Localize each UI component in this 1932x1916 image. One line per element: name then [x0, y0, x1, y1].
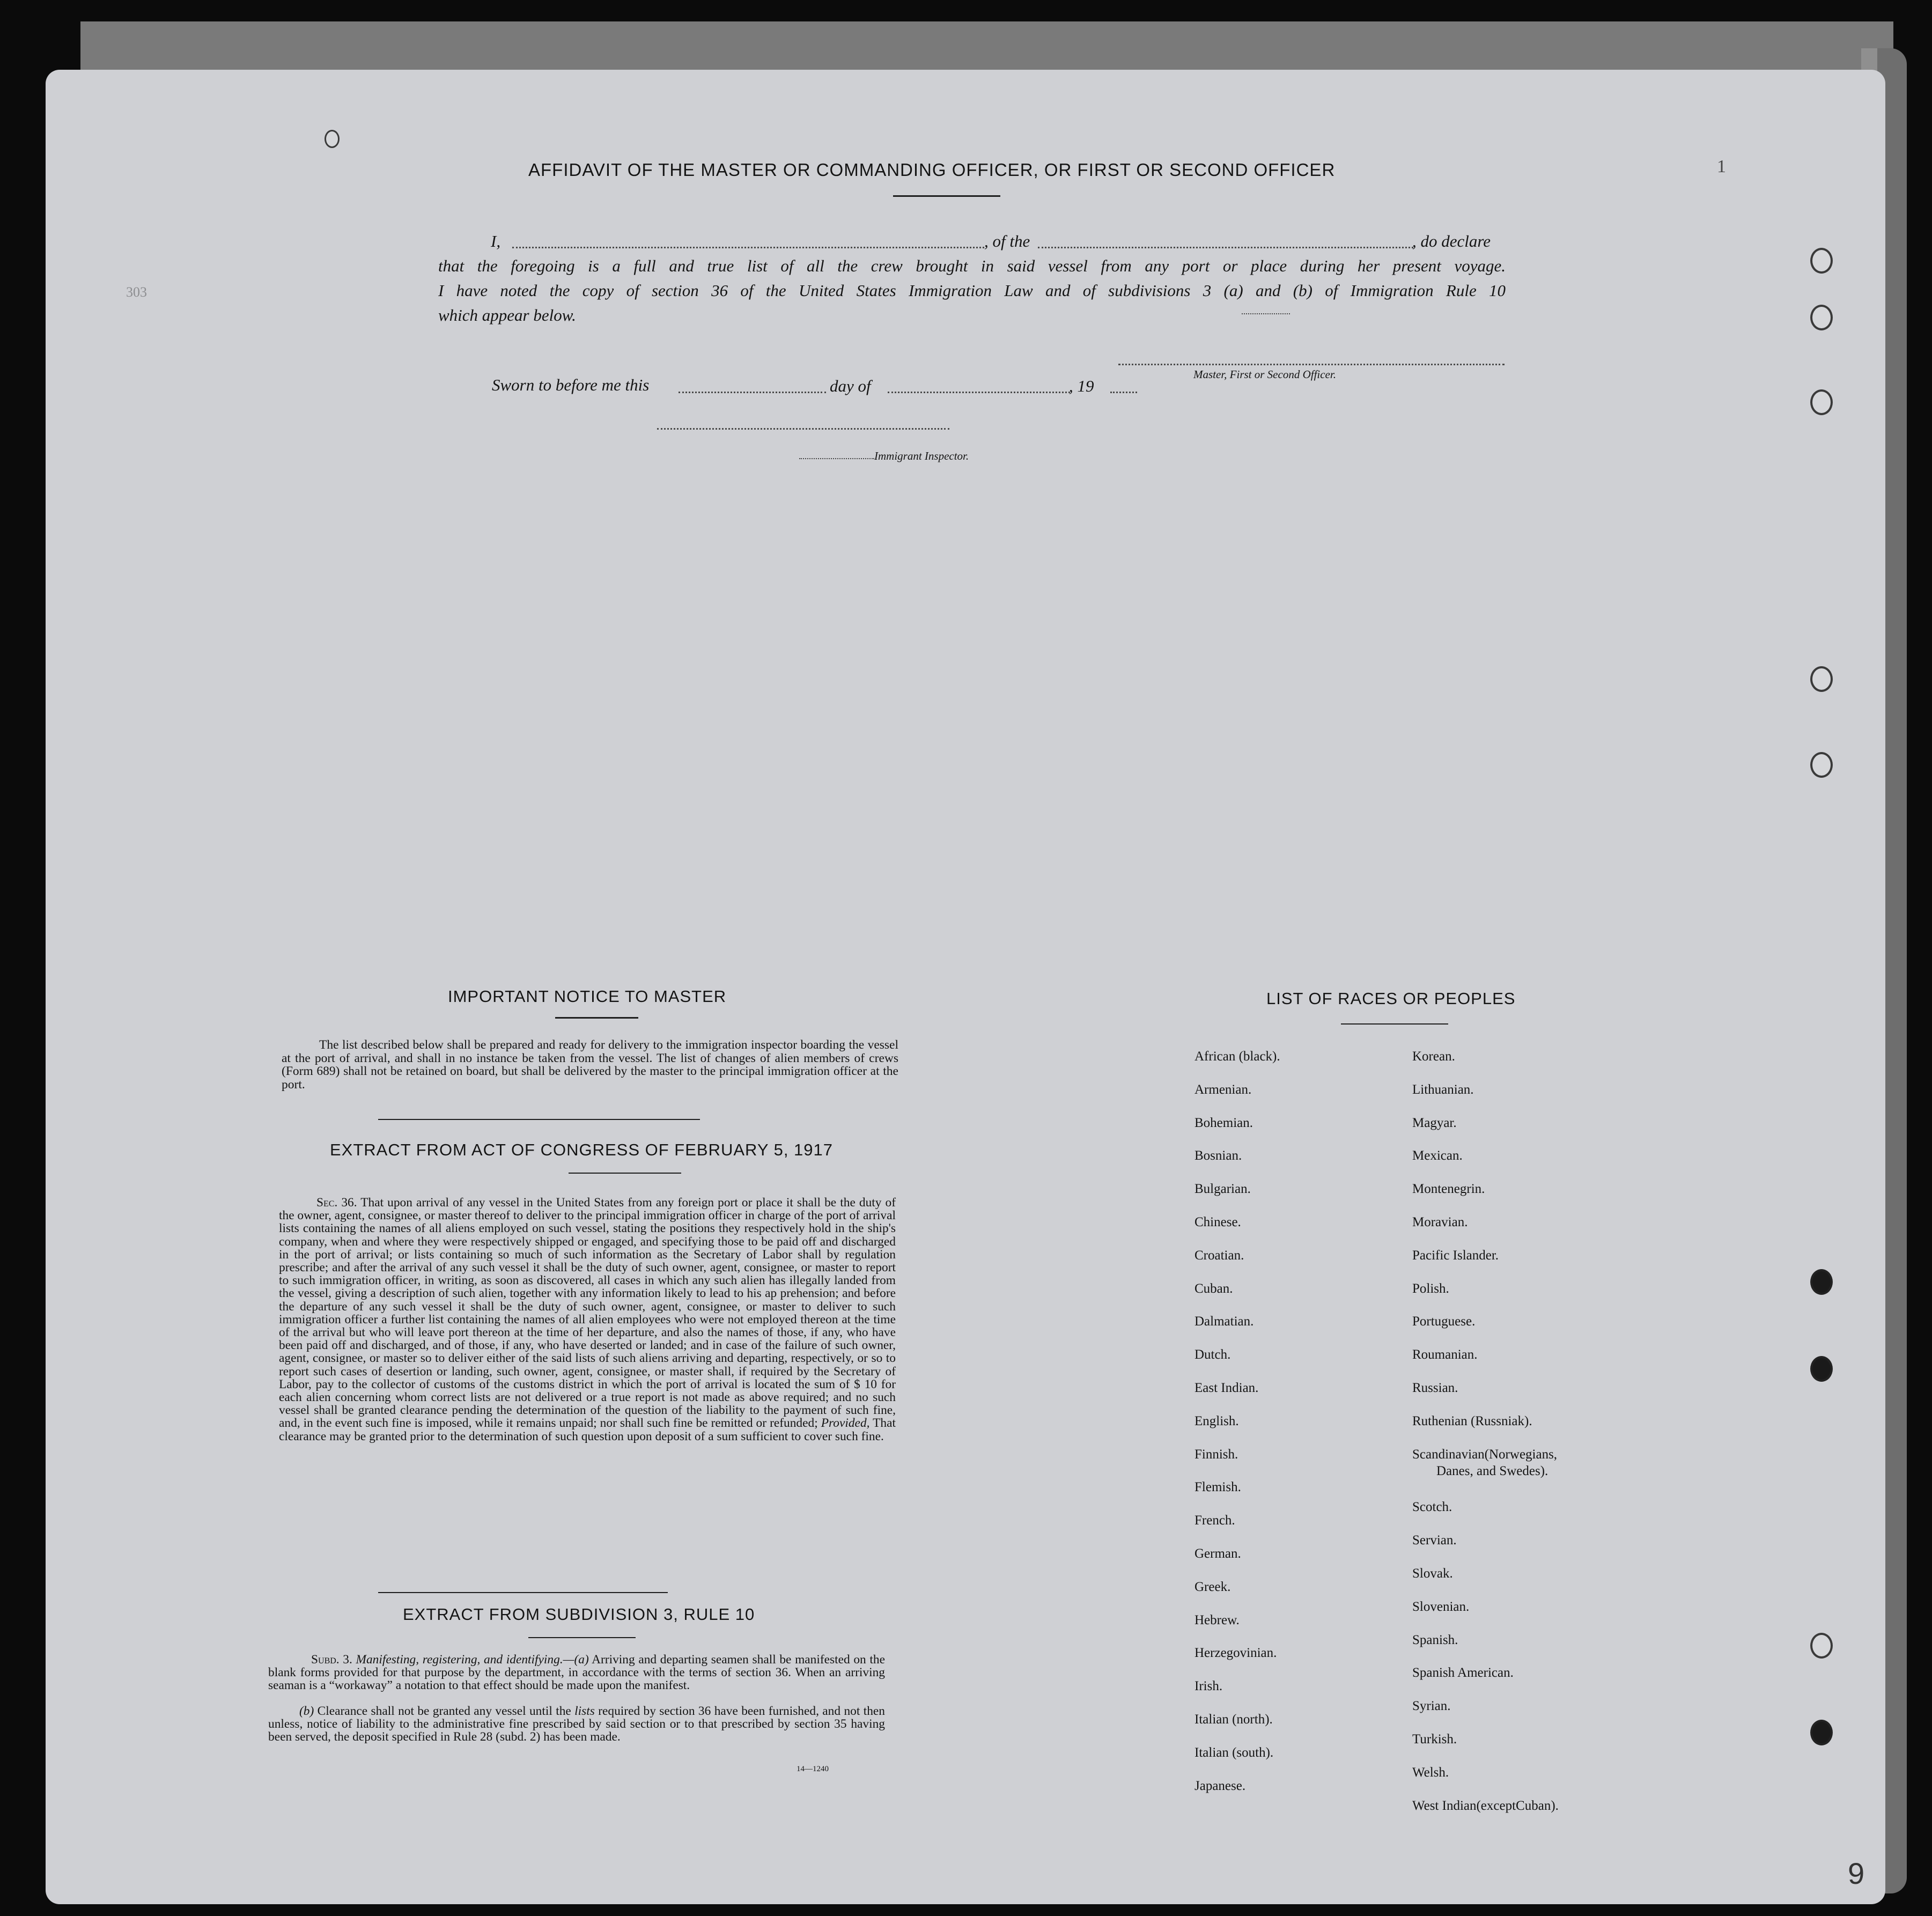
race-item: East Indian. [1194, 1381, 1259, 1395]
binder-hole-icon [1810, 305, 1833, 330]
race-item: Italian (south). [1194, 1745, 1274, 1760]
race-item: Bulgarian. [1194, 1182, 1251, 1197]
sec-36-proviso: That clearance may be granted prior to the determination of such question upon deposit of a sum sufficient to cover such fine. [279, 1416, 896, 1443]
race-item: Herzegovinian. [1194, 1646, 1277, 1661]
race-item: Chinese. [1194, 1215, 1241, 1229]
race-item: Irish. [1194, 1679, 1223, 1694]
sec-36-label: Sec. 36. [316, 1196, 357, 1210]
race-item: Slovak. [1412, 1566, 1453, 1581]
binder-hole-icon [1810, 666, 1833, 692]
race-item: Spanish. [1412, 1632, 1458, 1647]
subd-para-b-2: required by section 36 have been furnished, and not then unless, notice of liability to the administrative fine prescribed by said section or to that prescribed by section 35 having been served, the deposit specified in Rule 28 (subd. 2) has been made. [268, 1704, 885, 1744]
race-item: Cuban. [1194, 1281, 1233, 1296]
binder-hole-icon [1810, 248, 1833, 274]
extract-rule-title: EXTRACT FROM SUBDIVISION 3, RULE 10 [403, 1605, 755, 1624]
sec-36-body: That upon arrival of any vessel in the United States from any foreign port or place it shall be the duty of the owner, agent, consignee, or master thereof to deliver to the principal immigration officer in charge of the port of arrival lists containing the names of all aliens employed on such vessel, stating the positions they respectively hold in the ship's company, when and where they were respectively shipped or engaged, and specifying those to be paid off and discharged in the port of arrival; or lists containing so much of such information as the Secretary of Labor shall by regulation prescribe; and after the arrival of any such vessel it shall be the duty of such owner, agent, consignee, or master to report to such immigration officer, in writing, as soon as discovered, all cases in which any such alien has illegally landed from the vessel, giving a description of such alien, together with any information likely to lead to his ap prehension; and before the departure of any such vessel it shall be the duty of such owner, agent, consignee, or master to deliver to such immigration officer a further list containing the names of all alien employees who were not employed thereon at the time of the arrival but who will leave port thereon at the time of her departure, and also the names of those, if any, who have been paid off and discharged, and of those, if any, who have deserted or landed; and in case of the failure of such owner, agent, consignee, or master so to deliver either of the said lists of such aliens arriving and departing, respectively, or so to report such cases of desertion or landing, such owner, agent, consignee, or master shall, if required by the Secretary of Labor, pay to the collector of customs of the customs district in which the port of arrival is located the sum of $ 10 for each alien concerning whom correct lists are not delivered or a true report is not made as above required; and no such vessel shall be granted clearance pending the determination of the question of the liability to the payment of such fine, and, in the event such fine is imposed, while it remains unpaid; nor shall such fine be remitted or refunded; [279, 1196, 896, 1431]
race-item: Korean. [1412, 1049, 1455, 1064]
binder-hole-icon [1810, 389, 1833, 415]
race-item: Italian (north). [1194, 1712, 1273, 1727]
binder-hole-icon [325, 130, 340, 148]
race-item: Portuguese. [1412, 1314, 1476, 1329]
subd-b-label: (b) [299, 1704, 314, 1718]
race-item: Dalmatian. [1194, 1314, 1254, 1329]
subd-para-b-1: Clearance shall not be granted any vessel until the [317, 1704, 571, 1718]
race-item: Greek. [1194, 1579, 1231, 1594]
sec-36-divider [378, 1592, 668, 1593]
year-prefix: , 19 [1069, 377, 1094, 395]
affidavit-i: I, [491, 232, 501, 250]
binder-hole-dark-icon [1810, 1356, 1833, 1382]
subd-label: Subd. 3. [311, 1653, 352, 1667]
subd-3b-text [268, 1705, 885, 1743]
race-item: Lithuanian. [1412, 1082, 1474, 1097]
race-item: Scotch. [1412, 1500, 1452, 1515]
race-item: English. [1194, 1413, 1239, 1428]
race-item: Dutch. [1194, 1347, 1231, 1362]
vessel-field[interactable] [1038, 247, 1413, 248]
race-item: Magyar. [1412, 1115, 1457, 1130]
race-item: Croatian. [1194, 1248, 1244, 1263]
corner-mark: 9 [1848, 1856, 1865, 1890]
inspector-signature-field[interactable] [657, 428, 949, 430]
page-stack-top-edge [80, 21, 1893, 72]
race-item: Danes, and Swedes). [1436, 1463, 1548, 1478]
races-title-rule [1341, 1023, 1448, 1025]
affidavit-line-2: that the foregoing is a full and true list of all the crew brought in said vessel from any port or place during her present voyage. [438, 256, 1506, 275]
affidavit-title: AFFIDAVIT OF THE MASTER OR COMMANDING OFFICER, OR FIRST OR SECOND OFFICER [528, 160, 1336, 180]
affidavit-title-rule [893, 195, 1000, 197]
inspector-leader [799, 458, 874, 459]
day-of-text: day of [830, 377, 871, 395]
page-mark-right: 1 [1717, 157, 1726, 176]
race-item: Polish. [1412, 1281, 1449, 1296]
extract-act-title-rule [569, 1173, 681, 1174]
race-item: Moravian. [1412, 1215, 1468, 1229]
left-margin-mark: 303 [126, 284, 147, 300]
affidavit-of-the: , of the [984, 232, 1030, 250]
race-item: Finnish. [1194, 1447, 1238, 1462]
race-item: Hebrew. [1194, 1612, 1240, 1627]
notice-title: IMPORTANT NOTICE TO MASTER [448, 987, 727, 1006]
race-item: Servian. [1412, 1533, 1457, 1548]
race-item: Flemish. [1194, 1480, 1241, 1495]
extract-rule-title-rule [528, 1637, 636, 1638]
race-item: Bosnian. [1194, 1148, 1242, 1163]
race-item: West Indian(exceptCuban). [1412, 1798, 1559, 1813]
affidavit-declare: , do declare [1412, 232, 1491, 250]
subd-3a-text [268, 1653, 885, 1692]
race-item: German. [1194, 1546, 1241, 1561]
race-item: Ruthenian (Russniak). [1412, 1413, 1532, 1428]
race-item: Russian. [1412, 1381, 1458, 1395]
extract-act-title: EXTRACT FROM ACT OF CONGRESS OF FEBRUARY 5, 1917 [330, 1140, 834, 1159]
race-item: African (black). [1194, 1049, 1280, 1064]
race-item: Japanese. [1194, 1778, 1246, 1793]
notice-text: The list described below shall be prepared and ready for delivery to the immigration inspector boarding the vessel at the port of arrival, and shall in no instance be taken from the vessel. The list of changes of alien members of crews (Form 689) shall not be retained on board, but shall be delivered by the master to the principal immigration officer at the port. [282, 1038, 898, 1092]
inspector-label: Immigrant Inspector. [874, 449, 969, 462]
stray-mark [1242, 313, 1290, 314]
name-field[interactable] [512, 247, 984, 248]
subd-para-a: Arriving and departing seamen shall be manifested on the blank forms provided for that purpose by the department, in accordance with the terms of section 36. When an arriving seaman is a “workaway” a notation to that effect should be made upon the manifest. [268, 1653, 885, 1692]
race-item: Turkish. [1412, 1732, 1457, 1747]
race-item: Spanish American. [1412, 1666, 1514, 1681]
provided-word: Provided, [821, 1416, 870, 1431]
sworn-month-field[interactable] [888, 392, 1070, 393]
binder-hole-icon [1810, 1633, 1833, 1659]
notice-divider [378, 1119, 700, 1120]
subd-heading: Manifesting, registering, and identifying.—(a) [356, 1653, 589, 1667]
race-item: Roumanian. [1412, 1347, 1478, 1362]
binder-hole-icon [1810, 752, 1833, 778]
sworn-day-field[interactable] [679, 392, 826, 393]
binder-hole-dark-icon [1810, 1269, 1833, 1295]
race-item: Armenian. [1194, 1082, 1252, 1097]
races-title: LIST OF RACES OR PEOPLES [1266, 989, 1516, 1008]
master-signature-field[interactable] [1118, 364, 1505, 365]
race-item: Slovenian. [1412, 1599, 1470, 1614]
race-item: Welsh. [1412, 1765, 1449, 1780]
affidavit-line-4: which appear below. [438, 306, 576, 325]
notice-title-rule [555, 1017, 638, 1019]
race-item: Mexican. [1412, 1148, 1463, 1163]
sworn-text: Sworn to before me this [492, 375, 650, 394]
binder-hole-dark-icon [1810, 1720, 1833, 1745]
form-page [46, 70, 1885, 1904]
race-item: Syrian. [1412, 1699, 1451, 1714]
race-item: Pacific Islander. [1412, 1248, 1499, 1263]
subd-lists-word: lists [574, 1704, 595, 1718]
race-item: Bohemian. [1194, 1115, 1253, 1130]
race-item: Scandinavian(Norwegians, [1412, 1447, 1558, 1462]
master-signature-label: Master, First or Second Officer. [1193, 368, 1336, 381]
form-number: 14—1240 [797, 1765, 829, 1773]
sworn-year-field[interactable] [1110, 392, 1137, 393]
race-item: Montenegrin. [1412, 1182, 1485, 1197]
sec-36-text [279, 1196, 896, 1443]
affidavit-line-3: I have noted the copy of section 36 of the United States Immigration Law and of subdivisions 3 (a) and (b) of Immigration Rule 10 [438, 281, 1506, 300]
race-item: French. [1194, 1513, 1235, 1528]
